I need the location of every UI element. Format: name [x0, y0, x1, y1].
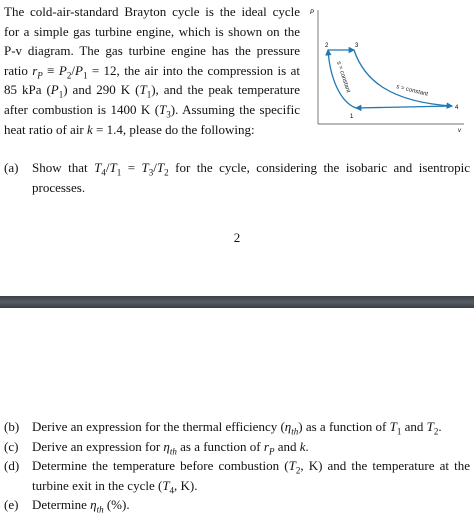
- point-2-label: 2: [325, 43, 329, 49]
- process-3-4: [354, 50, 452, 106]
- intro-line-3-text: P-v diagram. The gas turbine engine has the pressure: [4, 43, 300, 59]
- intro-line-2: for a simple gas turbine engine, which is shown on the: [4, 23, 300, 39]
- page-divider: [0, 296, 474, 308]
- intro-line-7: [4, 120, 300, 140]
- part-a: [4, 158, 470, 197]
- part-b-9: 2: [433, 426, 439, 437]
- part-a-t13: for the cycle, considering the isobaric and isentropic: [168, 160, 470, 175]
- intro-line-5-e: T: [139, 82, 147, 98]
- part-d-line-2: [32, 476, 470, 496]
- part-d-5: turbine exit in the cycle (: [32, 477, 163, 493]
- intro-line-5-f: 1: [146, 89, 152, 100]
- point-4-label: 4: [455, 105, 459, 111]
- part-c-7: and: [274, 438, 300, 454]
- part-b-10: .: [438, 419, 442, 434]
- part-a-t2: T: [94, 160, 102, 175]
- intro-line-6-b: T: [159, 101, 167, 117]
- intro-line-4-c: P: [37, 70, 43, 81]
- problem-statement: [4, 2, 300, 139]
- part-a-t3: 4: [101, 167, 106, 178]
- part-d-8: , K).: [174, 477, 198, 493]
- part-a-t7: =: [121, 160, 142, 175]
- part-d: [4, 456, 470, 495]
- intro-line-4-e: P: [58, 62, 67, 78]
- part-b-2: η: [284, 419, 292, 434]
- parts-list: [4, 417, 470, 515]
- intro-line-4-a: ratio: [4, 62, 33, 78]
- part-b-3: th: [291, 426, 299, 437]
- part-d-3: 2: [295, 465, 301, 476]
- part-c-2: η: [163, 438, 170, 454]
- point-3-label: 3: [355, 43, 359, 49]
- pv-diagram: [306, 2, 470, 134]
- intro-line-7-b: k: [87, 121, 93, 137]
- part-d-4: , K) and the temperature at the: [300, 458, 470, 474]
- part-d-label: (d): [4, 458, 20, 474]
- part-c-6: P: [268, 446, 275, 457]
- part-e-3: th: [96, 504, 104, 515]
- part-d-1: Determine the temperature before combustion (: [32, 458, 289, 474]
- part-d-6: T: [162, 477, 170, 493]
- part-a-line-1: [32, 158, 470, 178]
- intro-line-6: [4, 100, 300, 120]
- intro-line-5-d: ) and 290 K (: [63, 82, 140, 98]
- part-a-t5: T: [109, 160, 117, 175]
- part-e-4: (%).: [103, 497, 130, 513]
- intro-line-5-c: 1: [58, 89, 64, 100]
- intro-line-5: [4, 80, 300, 100]
- part-b-7: and: [401, 419, 427, 434]
- intro-line-5-g: ), and the peak temperature: [151, 82, 300, 98]
- part-a-t8: T: [141, 160, 149, 175]
- part-b-8: T: [426, 419, 434, 434]
- part-b-4: ) as a function of: [298, 419, 390, 434]
- part-c-8: k: [299, 438, 306, 454]
- p-axis-label: P: [310, 10, 315, 16]
- part-c-3: th: [169, 446, 177, 457]
- part-d-2: T: [288, 458, 296, 474]
- part-a-line-2: processes.: [32, 179, 86, 195]
- part-a-t12: 2: [164, 167, 169, 178]
- intro-line-4-b: r: [32, 62, 38, 78]
- part-e: [4, 495, 470, 515]
- part-a-t11: T: [156, 160, 165, 175]
- part-a-t1: Show that: [32, 160, 95, 175]
- intro-line-3: [4, 41, 300, 61]
- intro-line-5-b: P: [50, 82, 59, 98]
- v-axis-label: v: [458, 128, 461, 134]
- part-b-6: 1: [396, 426, 402, 437]
- part-c-1: Derive an expression for: [32, 438, 164, 454]
- intro-line-5-a: 85 kPa (: [4, 82, 51, 98]
- part-e-2: η: [90, 497, 97, 513]
- isentropic-expansion-label: s = constant: [395, 84, 429, 98]
- part-c-9: .: [305, 438, 309, 454]
- intro-line-6-c: 3: [166, 109, 171, 120]
- page-number: 2: [233, 230, 241, 245]
- part-c-5: r: [263, 438, 269, 454]
- part-d-line-1: [32, 456, 470, 476]
- intro-line-7-c: = 1.4, please do the following:: [92, 121, 255, 137]
- intro-line-1: The cold-air-standard Brayton cycle is the ideal cycle: [4, 4, 300, 19]
- part-a-row: [4, 158, 470, 197]
- part-b: [4, 417, 470, 437]
- part-a-t6: 1: [116, 167, 122, 178]
- part-d-7: 4: [169, 485, 175, 496]
- part-e-label: (e): [4, 497, 19, 513]
- intro-line-4-j: = 12, the air into the compression is at: [87, 62, 300, 78]
- part-a-t4: /: [105, 160, 110, 175]
- isentropic-compression-label: s = constant: [335, 60, 351, 94]
- part-b-1: Derive an expression for the thermal efficiency (: [32, 419, 285, 434]
- point-1-label: 1: [350, 114, 354, 120]
- process-4-1: [356, 106, 452, 108]
- part-b-5: T: [389, 419, 397, 434]
- intro-line-6-a: after combustion is 1400 K (: [4, 101, 160, 117]
- intro-line-4-h: P: [74, 62, 83, 78]
- part-a-t9: 3: [148, 167, 154, 178]
- part-a-t10: /: [153, 160, 157, 175]
- intro-line-7-a: heat ratio of air: [4, 121, 88, 137]
- part-c-label: (c): [4, 438, 19, 454]
- part-b-label: (b): [4, 419, 20, 434]
- part-c: [4, 437, 470, 457]
- intro-line-4-d: ≡: [42, 62, 59, 78]
- part-a-label: (a): [4, 160, 19, 175]
- intro-line-4: [4, 61, 300, 81]
- intro-line-4-f: 2: [66, 70, 72, 81]
- intro-line-4-g: /: [71, 62, 75, 78]
- part-c-4: as a function of: [176, 438, 264, 454]
- intro-line-4-i: 1: [82, 70, 88, 81]
- intro-line-6-d: ). Assuming the specific: [170, 101, 300, 117]
- part-e-1: Determine: [32, 497, 91, 513]
